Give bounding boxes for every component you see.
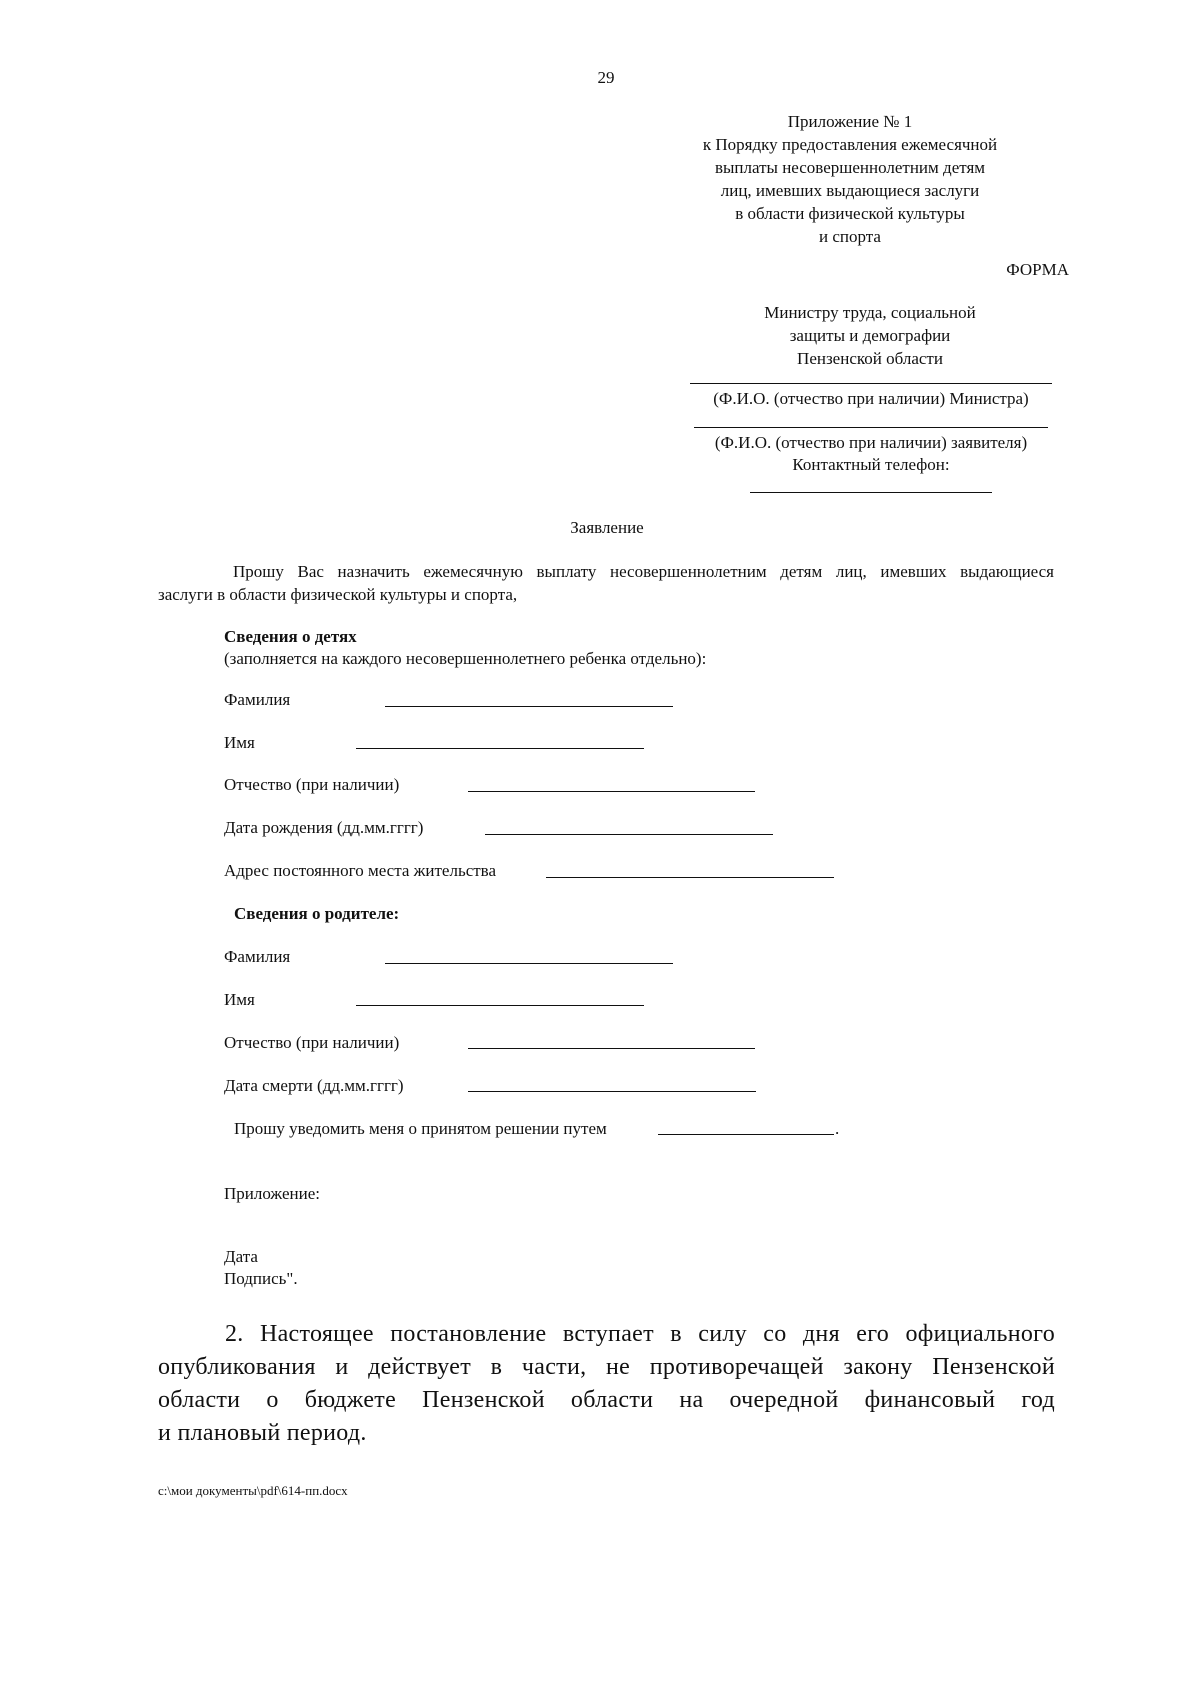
date-label: Дата <box>224 1247 258 1266</box>
signature-label: Подпись". <box>224 1269 298 1288</box>
clause-2-line-1: 2. Настоящее постановление вступает в силу со дня его официального <box>225 1321 1055 1347</box>
applicant-name-line <box>694 427 1048 428</box>
children-note: (заполняется на каждого несовершеннолетнего ребенка отдельно): <box>224 649 707 668</box>
appendix-line: выплаты несовершеннолетним детям <box>714 158 986 177</box>
appendix-line: в области физической культуры <box>735 204 965 223</box>
child-patronymic-field[interactable] <box>468 791 755 792</box>
request-line-1: Прошу Вас назначить ежемесячную выплату несовершеннолетним детям лиц, имевших выдающиеся <box>233 562 1054 581</box>
phone-label: Контактный телефон: <box>792 455 950 474</box>
minister-caption: (Ф.И.О. (отчество при наличии) Министра) <box>713 389 1029 408</box>
children-heading: Сведения о детях <box>224 627 357 646</box>
document-title: Заявление <box>570 518 644 537</box>
child-name-field[interactable] <box>356 748 644 749</box>
request-line-2: заслуги в области физической культуры и спорта, <box>158 585 518 604</box>
child-birth-date-label: Дата рождения (дд.мм.гггг) <box>224 818 424 837</box>
clause-2-line-2: опубликования и действует в части, не противоречащей закону Пензенской <box>158 1354 1055 1380</box>
child-surname-field[interactable] <box>385 706 673 707</box>
appendix-line: Приложение № 1 <box>787 112 913 131</box>
parent-patronymic-field[interactable] <box>468 1048 755 1049</box>
clause-2-line-3: области о бюджете Пензенской области на очередной финансовый год <box>158 1387 1055 1413</box>
appendix-line: лиц, имевших выдающиеся заслуги <box>720 181 980 200</box>
notify-end: . <box>835 1119 840 1138</box>
parent-surname-label: Фамилия <box>224 947 291 966</box>
child-address-field[interactable] <box>546 877 834 878</box>
clause-2-line-4: и плановый период. <box>158 1420 367 1446</box>
appendix-line: и спорта <box>819 227 881 246</box>
clause-2-paragraph <box>158 1318 1055 1450</box>
addressee-line: Пензенской области <box>797 349 943 368</box>
addressee-line: Министру труда, социальной <box>764 303 976 322</box>
parent-heading: Сведения о родителе: <box>234 904 400 923</box>
request-paragraph <box>158 560 1054 606</box>
parent-death-date-field[interactable] <box>468 1091 756 1092</box>
appendix-line: к Порядку предоставления ежемесячной <box>702 135 998 154</box>
parent-name-label: Имя <box>224 990 255 1009</box>
child-name-label: Имя <box>224 733 255 752</box>
applicant-caption: (Ф.И.О. (отчество при наличии) заявителя) <box>714 433 1028 452</box>
addressee-block <box>700 301 1040 370</box>
notify-text: Прошу уведомить меня о принятом решении путем <box>234 1119 607 1138</box>
form-label: ФОРМА <box>1006 260 1069 279</box>
attachment-label: Приложение: <box>224 1184 320 1203</box>
notify-method-field[interactable] <box>658 1134 834 1135</box>
child-surname-label: Фамилия <box>224 690 291 709</box>
parent-name-field[interactable] <box>356 1005 644 1006</box>
parent-death-date-label: Дата смерти (дд.мм.гггг) <box>224 1076 404 1095</box>
child-address-label: Адрес постоянного места жительства <box>224 861 497 880</box>
child-birth-date-field[interactable] <box>485 834 773 835</box>
appendix-header <box>680 110 1020 248</box>
addressee-line: защиты и демографии <box>789 326 951 345</box>
parent-surname-field[interactable] <box>385 963 673 964</box>
parent-patronymic-label: Отчество (при наличии) <box>224 1033 400 1052</box>
footer-file-path: c:\мои документы\pdf\614-пп.docx <box>158 1483 348 1498</box>
child-patronymic-label: Отчество (при наличии) <box>224 775 400 794</box>
page-number: 29 <box>597 68 615 87</box>
minister-name-line <box>690 383 1052 384</box>
phone-line <box>750 492 992 493</box>
